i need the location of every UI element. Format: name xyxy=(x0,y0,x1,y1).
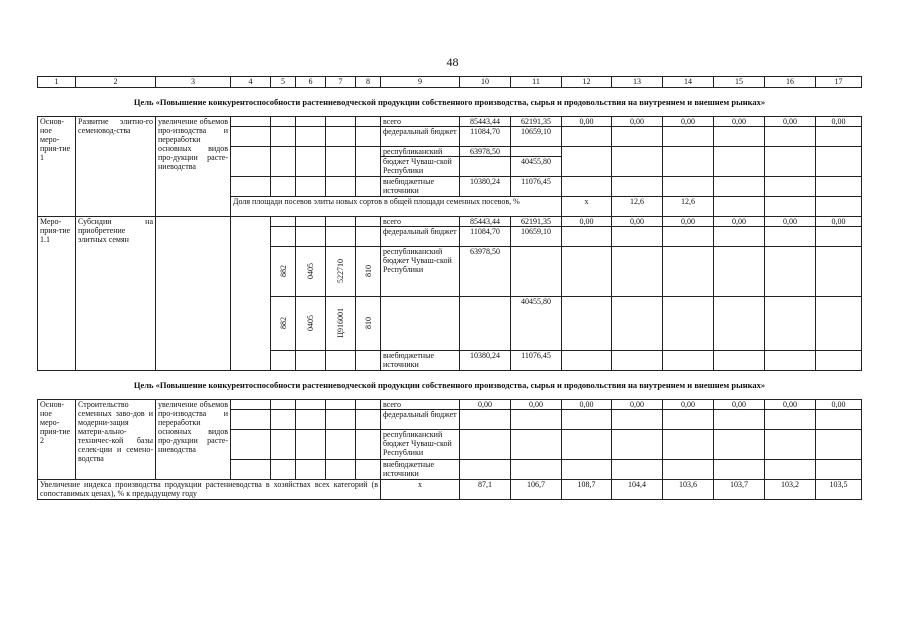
code-cell: 882 xyxy=(278,316,288,329)
col-header: 1 xyxy=(38,77,76,88)
value-cell: 63978,50 xyxy=(460,247,511,297)
value-cell: 11084,70 xyxy=(460,227,511,247)
value-cell: 85443,44 xyxy=(460,217,511,227)
col-header: 8 xyxy=(356,77,381,88)
funding-source: федеральный бюджет xyxy=(381,127,460,147)
expected-result: увеличение объемов про-изводства и переработки основных видов про-дукции расте-ниеводства xyxy=(156,117,231,217)
value-cell: 40455,80 xyxy=(511,157,562,177)
funding-source: федеральный бюджет xyxy=(381,410,460,430)
funding-source xyxy=(381,297,460,351)
value-cell: 62191,35 xyxy=(511,217,562,227)
funding-source: республиканский бюджет Чуваш-ской Республики xyxy=(381,430,460,460)
goal-heading: Цель «Повышение конкурентоспособности растениеводческой продукции собственного производства, сырья и продовольствия на внутреннем и внешнем рынках» xyxy=(133,97,766,107)
value-cell: 103,5 xyxy=(816,480,862,500)
col-header: 4 xyxy=(231,77,271,88)
code-cell: 0405 xyxy=(306,262,315,279)
code-cell: 810 xyxy=(363,316,373,329)
value-cell: 0,00 xyxy=(816,217,862,227)
value-cell: 103,2 xyxy=(765,480,816,500)
expected-result: увеличение объемов про-изводства и переработки основных видов про-дукции расте-ниеводства xyxy=(156,400,231,480)
value-cell: 0,00 xyxy=(816,400,862,410)
funding-source: всего xyxy=(381,400,460,410)
col-header: 5 xyxy=(271,77,296,88)
funding-source: внебюджетные источники xyxy=(381,177,460,197)
col-header: 2 xyxy=(76,77,156,88)
value-cell: 108,7 xyxy=(562,480,612,500)
col-header: 9 xyxy=(381,77,460,88)
value-cell: 11084,70 xyxy=(460,127,511,147)
value-cell: 10380,24 xyxy=(460,351,511,371)
page-number: 48 xyxy=(446,55,459,69)
event-name: Основ-ное меро-прия-тие 2 xyxy=(38,400,76,480)
indicator-label: Доля площади посевов элиты новых сортов в общей площади семенных посевов, % xyxy=(231,197,562,217)
value-cell: 0,00 xyxy=(460,400,511,410)
funding-source: бюджет Чуваш-ской Республики xyxy=(381,157,460,177)
value-cell: 0,00 xyxy=(765,217,816,227)
funding-source: всего xyxy=(381,117,460,127)
program-table xyxy=(37,76,862,500)
value-cell: 0,00 xyxy=(562,117,612,127)
indicator-x: х xyxy=(381,480,460,500)
value-cell: 0,00 xyxy=(612,400,663,410)
indicator-x: х xyxy=(562,197,612,217)
value-cell: 11076,45 xyxy=(511,351,562,371)
value-cell: 0,00 xyxy=(612,217,663,227)
goal-heading: Цель «Повышение конкурентоспособности растениеводческой продукции собственного производства, сырья и продовольствия на внутреннем и внешнем рынках» xyxy=(133,380,766,390)
value-cell: 12,6 xyxy=(612,197,663,217)
col-header: 11 xyxy=(511,77,562,88)
code-cell: 810 xyxy=(363,264,373,277)
col-header: 10 xyxy=(460,77,511,88)
value-cell: 103,7 xyxy=(714,480,765,500)
value-cell: 0,00 xyxy=(612,117,663,127)
col-header: 14 xyxy=(663,77,714,88)
code-cell: 0405 xyxy=(306,314,315,331)
value-cell: 0,00 xyxy=(663,117,714,127)
value-cell: 0,00 xyxy=(663,217,714,227)
value-cell: 12,6 xyxy=(663,197,714,217)
header-row xyxy=(38,77,862,88)
col-header: 6 xyxy=(296,77,326,88)
value-cell: 10659,10 xyxy=(511,227,562,247)
funding-source: федеральный бюджет xyxy=(381,227,460,247)
value-cell: 63978,50 xyxy=(460,147,511,157)
table-row xyxy=(38,117,862,127)
value-cell: 0,00 xyxy=(714,400,765,410)
value-cell: 104,4 xyxy=(612,480,663,500)
event-description: Строительство семенных заво-дов и модерни-зация матери-ально-техничес-кой базы селек-ции и семено-водства xyxy=(76,400,156,480)
funding-source: всего xyxy=(381,217,460,227)
value-cell: 40455,80 xyxy=(511,297,562,351)
value-cell: 0,00 xyxy=(765,400,816,410)
event-name: Меро-прия-тие 1.1 xyxy=(38,217,76,371)
value-cell: 0,00 xyxy=(663,400,714,410)
code-cell: 522710 xyxy=(336,258,345,283)
value-cell: 10380,24 xyxy=(460,177,511,197)
funding-source: республиканский бюджет Чуваш-ской Республики xyxy=(381,247,460,297)
value-cell: 62191,35 xyxy=(511,117,562,127)
value-cell: 0,00 xyxy=(562,400,612,410)
value-cell: 0,00 xyxy=(511,400,562,410)
value-cell: 0,00 xyxy=(562,217,612,227)
value-cell: 0,00 xyxy=(816,117,862,127)
col-header: 16 xyxy=(765,77,816,88)
value-cell: 11076,45 xyxy=(511,177,562,197)
indicator-label: Увеличение индекса производства продукции растениеводства в хозяйствах всех категорий (в сопоставимых ценах), % к предыдущему году xyxy=(38,480,381,500)
value-cell: 103,6 xyxy=(663,480,714,500)
funding-source: республиканский xyxy=(381,147,460,157)
value-cell: 10659,10 xyxy=(511,127,562,147)
col-header: 7 xyxy=(326,77,356,88)
col-header: 12 xyxy=(562,77,612,88)
funding-source: внебюджетные источники xyxy=(381,351,460,371)
col-header: 3 xyxy=(156,77,231,88)
table-row xyxy=(38,400,862,410)
value-cell: 87,1 xyxy=(460,480,511,500)
event-description: Развитие элитно-го семеновод-ства xyxy=(76,117,156,217)
funding-source: внебюджетные источники xyxy=(381,460,460,480)
value-cell: 85443,44 xyxy=(460,117,511,127)
value-cell: 0,00 xyxy=(714,217,765,227)
col-header: 15 xyxy=(714,77,765,88)
col-header: 13 xyxy=(612,77,663,88)
event-description: Субсидии на приобретение элитных семян xyxy=(76,217,156,371)
value-cell: 106,7 xyxy=(511,480,562,500)
code-cell: 882 xyxy=(278,264,288,277)
table-row xyxy=(38,217,862,227)
indicator-row xyxy=(38,480,862,500)
col-header: 17 xyxy=(816,77,862,88)
value-cell: 0,00 xyxy=(714,117,765,127)
event-name: Основ-ное меро-прия-тие 1 xyxy=(38,117,76,217)
value-cell: 0,00 xyxy=(765,117,816,127)
code-cell: Ц916001 xyxy=(336,307,345,338)
